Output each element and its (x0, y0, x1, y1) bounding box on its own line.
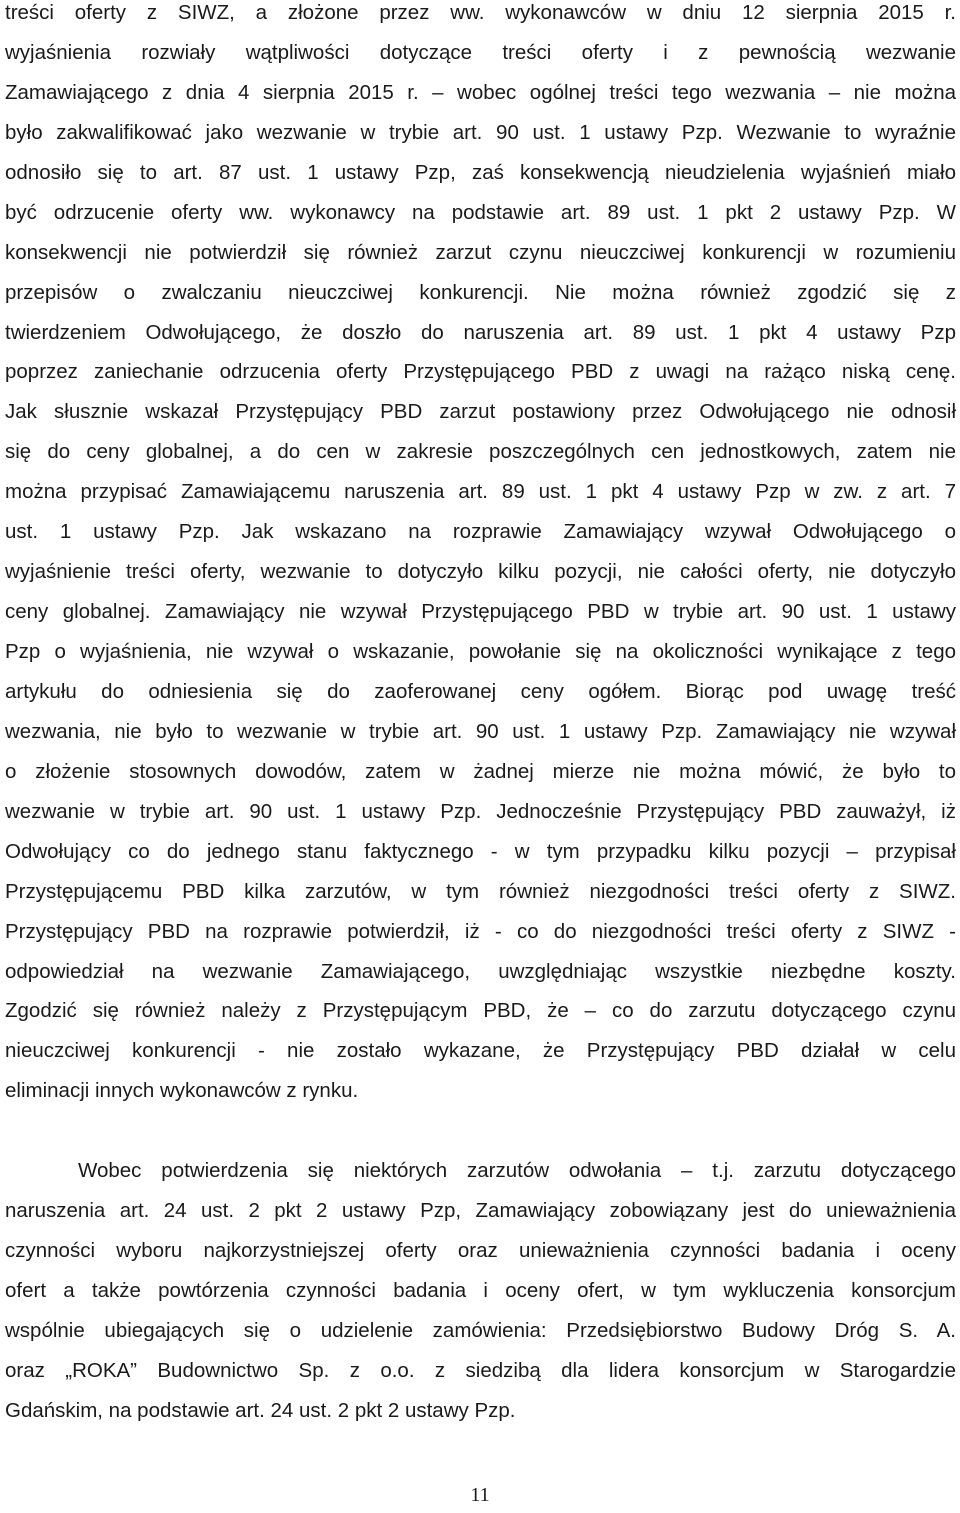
text-line: twierdzeniem Odwołującego, że doszło do naruszenia art. 89 ust. 1 pkt 4 ustawy Pzp (5, 320, 956, 344)
text-line: nieuczciwej konkurencji - nie zostało wykazane, że Przystępujący PBD działał w celu (5, 1039, 956, 1063)
text-line: wyjaśnienia rozwiały wątpliwości dotyczące treści oferty i z pewnością wezwanie (5, 40, 956, 64)
text-line: naruszenia art. 24 ust. 2 pkt 2 ustawy Pzp, Zamawiający zobowiązany jest do unieważnienia (5, 1198, 956, 1222)
paragraph-1 (5, 0, 956, 1111)
text-line: Przystępujący PBD na rozprawie potwierdził, iż - co do niezgodności treści oferty z SIWZ - (5, 919, 956, 943)
text-line: Jak słusznie wskazał Przystępujący PBD zarzut postawiony przez Odwołującego nie odnosił (5, 400, 956, 424)
text-line: być odrzucenie oferty ww. wykonawcy na podstawie art. 89 ust. 1 pkt 2 ustawy Pzp. W (5, 200, 956, 224)
paragraph-2 (5, 1151, 956, 1431)
text-line: czynności wyboru najkorzystniejszej oferty oraz unieważnienia czynności badania i oceny (5, 1238, 956, 1262)
text-line: oraz „ROKA” Budownictwo Sp. z o.o. z siedzibą dla lidera konsorcjum w Starogardzie (5, 1358, 956, 1382)
text-line: Zgodzić się również należy z Przystępującym PBD, że – co do zarzutu dotyczącego czynu (5, 999, 956, 1023)
page-number: 11 (470, 1484, 490, 1506)
text-line: Przystępującemu PBD kilka zarzutów, w tym również niezgodności treści oferty z SIWZ. (5, 879, 956, 903)
text-line: o złożenie stosownych dowodów, zatem w żadnej mierze nie można mówić, że było to (5, 759, 956, 783)
text-line: odnosiło się to art. 87 ust. 1 ustawy Pzp, zaś konsekwencją nieudzielenia wyjaśnień miało (5, 160, 956, 184)
text-line: przepisów o zwalczaniu nieuczciwej konkurencji. Nie można również zgodzić się z (5, 280, 956, 304)
text-line: Odwołujący co do jednego stanu faktycznego - w tym przypadku kilku pozycji – przypisał (5, 839, 956, 863)
text-line: było zakwalifikować jako wezwanie w trybie art. 90 ust. 1 ustawy Pzp. Wezwanie to wyraźnie (5, 120, 956, 144)
text-line: eliminacji innych wykonawców z rynku. (5, 1079, 359, 1103)
text-line: odpowiedział na wezwanie Zamawiającego, uwzględniając wszystkie niezbędne koszty. (5, 959, 956, 983)
text-line: Pzp o wyjaśnienia, nie wzywał o wskazanie, powołanie się na okoliczności wynikające z tego (5, 640, 956, 663)
text-line: Wobec potwierdzenia się niektórych zarzutów odwołania – t.j. zarzutu dotyczącego (78, 1159, 956, 1182)
text-line: ofert a także powtórzenia czynności badania i oceny ofert, w tym wykluczenia konsorcjum (5, 1278, 956, 1302)
text-line: poprzez zaniechanie odrzucenia oferty Przystępującego PBD z uwagi na rażąco niską cenę. (5, 360, 956, 384)
text-line: ust. 1 ustawy Pzp. Jak wskazano na rozprawie Zamawiający wzywał Odwołującego o (5, 520, 956, 544)
text-line: konsekwencji nie potwierdził się również zarzut czynu nieuczciwej konkurencji w rozumieniu (5, 240, 956, 264)
text-line: wezwanie w trybie art. 90 ust. 1 ustawy Pzp. Jednocześnie Przystępujący PBD zauważył, iż (5, 799, 956, 823)
text-line: artykułu do odniesienia się do zaoferowanej ceny ogółem. Biorąc pod uwagę treść (5, 679, 956, 703)
text-line: Gdańskim, na podstawie art. 24 ust. 2 pkt 2 ustawy Pzp. (5, 1398, 516, 1422)
text-line: treści oferty z SIWZ, a złożone przez ww. wykonawców w dniu 12 sierpnia 2015 r. (5, 1, 956, 24)
text-line: można przypisać Zamawiającemu naruszenia art. 89 ust. 1 pkt 4 ustawy Pzp w zw. z art. 7 (5, 480, 956, 504)
text-line: się do ceny globalnej, a do cen w zakresie poszczególnych cen jednostkowych, zatem nie (5, 440, 956, 464)
text-line: ceny globalnej. Zamawiający nie wzywał Przystępującego PBD w trybie art. 90 ust. 1 ustawy (5, 600, 956, 624)
text-line: wspólnie ubiegających się o udzielenie zamówienia: Przedsiębiorstwo Budowy Dróg S. A. (5, 1318, 956, 1342)
text-line: wezwania, nie było to wezwanie w trybie art. 90 ust. 1 ustawy Pzp. Zamawiający nie wzywał (5, 719, 956, 743)
text-line: wyjaśnienie treści oferty, wezwanie to dotyczyło kilku pozycji, nie całości oferty, nie dotyczyło (5, 560, 956, 584)
text-line: Zamawiającego z dnia 4 sierpnia 2015 r. – wobec ogólnej treści tego wezwania – nie można (5, 80, 956, 104)
